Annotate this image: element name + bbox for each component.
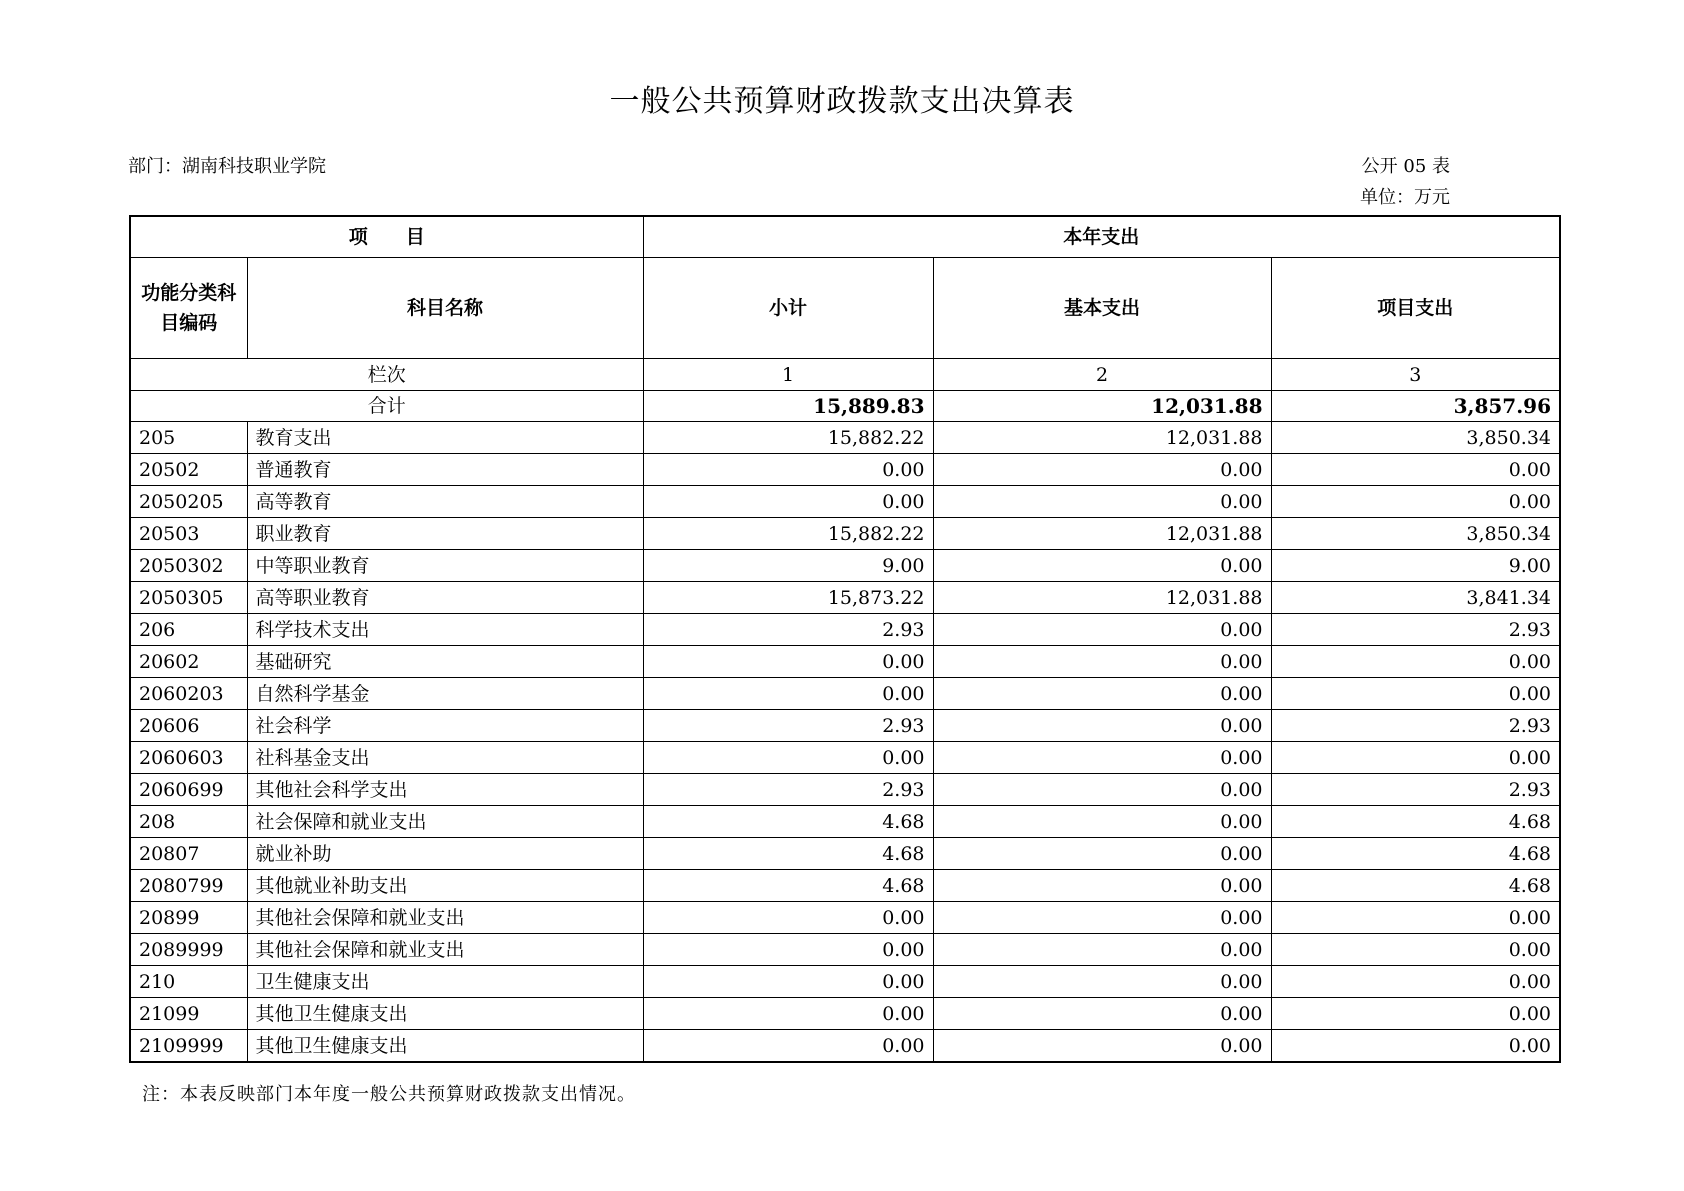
row-project: 3,850.34	[1271, 518, 1560, 550]
row-subtotal: 2.93	[643, 710, 933, 742]
row-project: 2.93	[1271, 614, 1560, 646]
table-row	[130, 934, 1560, 966]
row-name: 其他卫生健康支出	[247, 998, 643, 1030]
row-subtotal: 0.00	[643, 646, 933, 678]
row-name: 社会科学	[247, 710, 643, 742]
row-basic: 0.00	[933, 614, 1271, 646]
row-basic: 0.00	[933, 774, 1271, 806]
row-subtotal: 0.00	[643, 966, 933, 998]
row-code: 2050305	[130, 582, 247, 614]
row-name: 中等职业教育	[247, 550, 643, 582]
row-basic: 0.00	[933, 486, 1271, 518]
row-basic: 0.00	[933, 646, 1271, 678]
row-project: 0.00	[1271, 742, 1560, 774]
row-code: 2109999	[130, 1030, 247, 1063]
column-index-3: 3	[1271, 359, 1560, 391]
row-name: 其他社会科学支出	[247, 774, 643, 806]
table-row	[130, 614, 1560, 646]
row-project: 0.00	[1271, 646, 1560, 678]
header-name: 科目名称	[247, 258, 643, 359]
row-subtotal: 0.00	[643, 678, 933, 710]
table-row	[130, 774, 1560, 806]
column-index-row	[130, 359, 1560, 391]
row-code: 20807	[130, 838, 247, 870]
row-name: 其他社会保障和就业支出	[247, 934, 643, 966]
table-row	[130, 646, 1560, 678]
row-name: 卫生健康支出	[247, 966, 643, 998]
row-basic: 0.00	[933, 870, 1271, 902]
row-name: 其他社会保障和就业支出	[247, 902, 643, 934]
total-label: 合计	[130, 391, 643, 422]
row-subtotal: 15,882.22	[643, 422, 933, 454]
header-current-year: 本年支出	[643, 216, 1560, 258]
table-row	[130, 1030, 1560, 1063]
row-project: 4.68	[1271, 838, 1560, 870]
table-row	[130, 582, 1560, 614]
row-subtotal: 0.00	[643, 454, 933, 486]
row-subtotal: 4.68	[643, 806, 933, 838]
row-subtotal: 4.68	[643, 870, 933, 902]
table-row	[130, 902, 1560, 934]
row-basic: 0.00	[933, 934, 1271, 966]
row-subtotal: 9.00	[643, 550, 933, 582]
row-project: 0.00	[1271, 486, 1560, 518]
row-subtotal: 0.00	[643, 934, 933, 966]
row-project: 3,841.34	[1271, 582, 1560, 614]
row-code: 208	[130, 806, 247, 838]
row-project: 4.68	[1271, 870, 1560, 902]
row-project: 2.93	[1271, 710, 1560, 742]
row-basic: 0.00	[933, 966, 1271, 998]
table-row	[130, 870, 1560, 902]
row-project: 0.00	[1271, 902, 1560, 934]
row-project: 0.00	[1271, 678, 1560, 710]
row-subtotal: 2.93	[643, 614, 933, 646]
row-code: 2060699	[130, 774, 247, 806]
row-basic: 0.00	[933, 806, 1271, 838]
header-subtotal: 小计	[643, 258, 933, 359]
header-basic: 基本支出	[933, 258, 1271, 359]
table-row	[130, 518, 1560, 550]
row-name: 其他就业补助支出	[247, 870, 643, 902]
total-subtotal: 15,889.83	[643, 391, 933, 422]
row-subtotal: 0.00	[643, 998, 933, 1030]
table-row	[130, 966, 1560, 998]
row-basic: 0.00	[933, 710, 1271, 742]
table-row	[130, 550, 1560, 582]
footnote: 注：本表反映部门本年度一般公共预算财政拨款支出情况。	[142, 1084, 636, 1105]
table-row	[130, 486, 1560, 518]
row-basic: 0.00	[933, 678, 1271, 710]
table-row	[130, 710, 1560, 742]
row-project: 0.00	[1271, 998, 1560, 1030]
unit-label: 单位：万元	[1360, 187, 1450, 208]
row-basic: 0.00	[933, 1030, 1271, 1063]
row-code: 20503	[130, 518, 247, 550]
row-subtotal: 2.93	[643, 774, 933, 806]
row-basic: 0.00	[933, 838, 1271, 870]
row-code: 205	[130, 422, 247, 454]
row-basic: 0.00	[933, 454, 1271, 486]
row-code: 2060603	[130, 742, 247, 774]
header-item: 项 目	[130, 216, 643, 258]
table-row	[130, 806, 1560, 838]
row-code: 210	[130, 966, 247, 998]
row-basic: 0.00	[933, 742, 1271, 774]
row-subtotal: 15,882.22	[643, 518, 933, 550]
row-name: 自然科学基金	[247, 678, 643, 710]
row-project: 0.00	[1271, 934, 1560, 966]
table-row	[130, 422, 1560, 454]
row-basic: 12,031.88	[933, 422, 1271, 454]
row-project: 4.68	[1271, 806, 1560, 838]
row-basic: 12,031.88	[933, 518, 1271, 550]
row-project: 9.00	[1271, 550, 1560, 582]
row-name: 高等教育	[247, 486, 643, 518]
row-code: 206	[130, 614, 247, 646]
table-row	[130, 742, 1560, 774]
row-name: 普通教育	[247, 454, 643, 486]
page-title: 一般公共预算财政拨款支出决算表	[609, 84, 1075, 119]
total-row	[130, 391, 1560, 422]
expenditure-table	[129, 215, 1561, 1063]
row-project: 0.00	[1271, 454, 1560, 486]
row-code: 21099	[130, 998, 247, 1030]
row-subtotal: 0.00	[643, 486, 933, 518]
row-subtotal: 4.68	[643, 838, 933, 870]
header-project: 项目支出	[1271, 258, 1560, 359]
row-project: 3,850.34	[1271, 422, 1560, 454]
row-code: 20602	[130, 646, 247, 678]
row-code: 2060203	[130, 678, 247, 710]
row-name: 教育支出	[247, 422, 643, 454]
row-basic: 0.00	[933, 902, 1271, 934]
row-subtotal: 0.00	[643, 742, 933, 774]
row-basic: 0.00	[933, 550, 1271, 582]
header-row-1	[130, 216, 1560, 258]
row-code: 20502	[130, 454, 247, 486]
row-code: 20606	[130, 710, 247, 742]
row-name: 就业补助	[247, 838, 643, 870]
row-project: 2.93	[1271, 774, 1560, 806]
row-code: 2080799	[130, 870, 247, 902]
row-subtotal: 15,873.22	[643, 582, 933, 614]
row-subtotal: 0.00	[643, 902, 933, 934]
row-name: 基础研究	[247, 646, 643, 678]
column-index-1: 1	[643, 359, 933, 391]
table-row	[130, 678, 1560, 710]
row-name: 社科基金支出	[247, 742, 643, 774]
row-basic: 12,031.88	[933, 582, 1271, 614]
row-name: 其他卫生健康支出	[247, 1030, 643, 1063]
table-row	[130, 454, 1560, 486]
row-code: 20899	[130, 902, 247, 934]
row-code: 2050205	[130, 486, 247, 518]
column-index-label: 栏次	[130, 359, 643, 391]
total-basic: 12,031.88	[933, 391, 1271, 422]
row-code: 2050302	[130, 550, 247, 582]
row-project: 0.00	[1271, 966, 1560, 998]
column-index-2: 2	[933, 359, 1271, 391]
row-name: 职业教育	[247, 518, 643, 550]
table-row	[130, 838, 1560, 870]
total-project: 3,857.96	[1271, 391, 1560, 422]
department-label: 部门：湖南科技职业学院	[128, 156, 326, 177]
row-subtotal: 0.00	[643, 1030, 933, 1063]
row-name: 社会保障和就业支出	[247, 806, 643, 838]
form-number: 公开 05 表	[1361, 156, 1450, 177]
table-row	[130, 998, 1560, 1030]
row-basic: 0.00	[933, 998, 1271, 1030]
header-code: 功能分类科目编码	[130, 258, 247, 359]
row-code: 2089999	[130, 934, 247, 966]
row-name: 科学技术支出	[247, 614, 643, 646]
header-row-2	[130, 258, 1560, 359]
row-project: 0.00	[1271, 1030, 1560, 1063]
row-name: 高等职业教育	[247, 582, 643, 614]
